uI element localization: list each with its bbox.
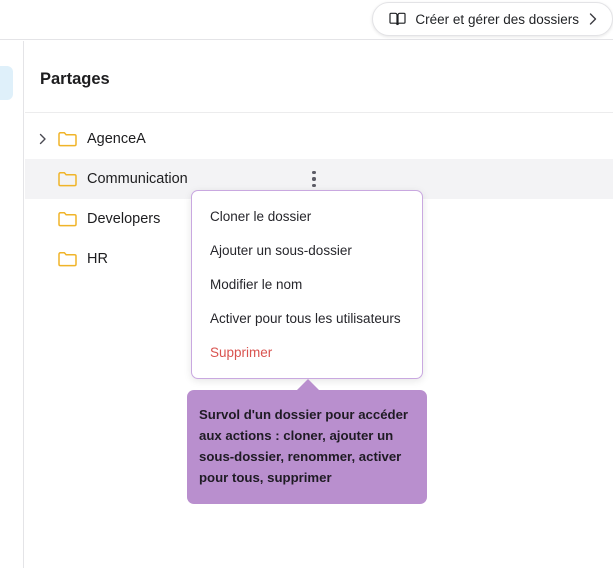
- rail-collapse-handle[interactable]: [0, 66, 13, 100]
- folder-actions-menu-button[interactable]: [303, 166, 325, 192]
- tree-row[interactable]: [25, 119, 613, 159]
- callout-arrow: [296, 379, 320, 391]
- hint-callout-text: Survol d'un dossier pour accéder aux actions : cloner, ajouter un sous-dossier, renommer, activer pour tous, supprimer: [199, 407, 409, 485]
- chevron-right-icon[interactable]: [36, 132, 50, 146]
- kebab-dot: [312, 184, 315, 187]
- tree-row-label: Developers: [87, 211, 161, 227]
- folder-icon: [58, 131, 77, 147]
- chevron-right-icon: [588, 12, 598, 26]
- kebab-dot: [312, 177, 315, 180]
- menu-item-add-subfolder[interactable]: Ajouter un sous-dossier: [210, 242, 352, 258]
- left-rail: [0, 41, 24, 568]
- menu-item-clone-folder[interactable]: Cloner le dossier: [210, 208, 312, 224]
- menu-item-rename[interactable]: Modifier le nom: [210, 276, 303, 292]
- top-bar: [0, 0, 613, 40]
- tree-row-label: Communication: [87, 171, 188, 187]
- book-icon: [389, 12, 406, 27]
- tree-row-label: HR: [87, 251, 108, 267]
- create-manage-folders-label: Créer et gérer des dossiers: [415, 11, 579, 27]
- folder-icon: [58, 251, 77, 267]
- folder-icon: [58, 211, 77, 227]
- kebab-dot: [312, 171, 315, 174]
- title-divider: [25, 112, 613, 113]
- folder-actions-menu: [191, 190, 423, 379]
- create-manage-folders-button[interactable]: [372, 2, 613, 36]
- page-title: Partages: [40, 70, 110, 88]
- menu-item-enable-for-all-users[interactable]: Activer pour tous les utilisateurs: [210, 310, 401, 326]
- menu-item-delete[interactable]: Supprimer: [210, 344, 273, 360]
- hint-callout: [187, 390, 427, 504]
- tree-row-label: AgenceA: [87, 131, 146, 147]
- folder-icon: [58, 171, 77, 187]
